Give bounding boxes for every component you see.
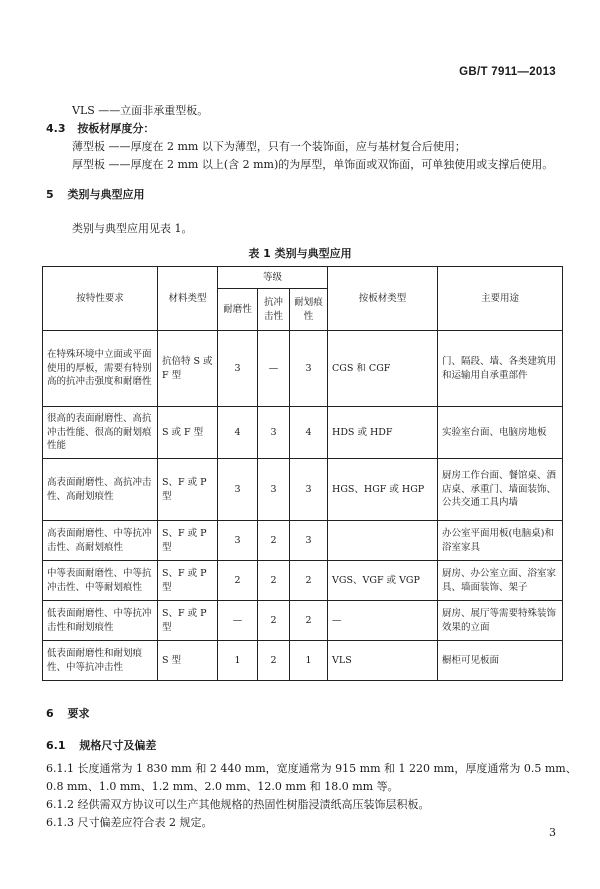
row-usage: 办公室平面用板(电脑桌)和浴室家具 bbox=[438, 521, 563, 561]
row-requirement: 低表面耐磨性和耐划痕性、中等抗冲击性 bbox=[43, 641, 158, 681]
row-material: S、F 或 P 型 bbox=[158, 459, 218, 521]
row-usage: 实验室台面、电脑房地板 bbox=[438, 407, 563, 459]
row-board-type: VLS bbox=[328, 641, 438, 681]
row-scratch-grade: 3 bbox=[290, 459, 328, 521]
header-impact: 抗冲击性 bbox=[258, 289, 290, 331]
row-impact-grade: 3 bbox=[258, 459, 290, 521]
clause-6-1-1-line-2: 0.8 mm、1.0 mm、1.2 mm、2.0 mm、12.0 mm 和 18.0 mm 等。 bbox=[46, 780, 399, 793]
table-caption: 表 1 类别与典型应用 bbox=[248, 247, 352, 260]
row-board-type: CGS 和 CGF bbox=[328, 331, 438, 407]
section-5-text: 类别与典型应用见表 1。 bbox=[72, 222, 193, 235]
row-requirement: 低表面耐磨性、中等抗冲击性和耐划痕性 bbox=[43, 601, 158, 641]
header-board-type: 按板材类型 bbox=[328, 267, 438, 331]
row-usage: 厨房、办公室立面、浴室家具、墙面装饰、架子 bbox=[438, 561, 563, 601]
section-6-1-heading bbox=[46, 737, 156, 753]
table-row bbox=[43, 641, 563, 681]
table-row bbox=[43, 331, 563, 407]
section-title: 类别与典型应用 bbox=[67, 188, 145, 201]
row-impact-grade: 2 bbox=[258, 641, 290, 681]
row-scratch-grade: 1 bbox=[290, 641, 328, 681]
row-material: S 型 bbox=[158, 641, 218, 681]
row-board-type: VGS、VGF 或 VGP bbox=[328, 561, 438, 601]
table-body bbox=[43, 331, 563, 681]
standard-code: GB/T 7911—2013 bbox=[459, 66, 556, 78]
header-wear: 耐磨性 bbox=[218, 289, 258, 331]
section-number: 4.3 bbox=[46, 122, 66, 135]
row-impact-grade: 3 bbox=[258, 407, 290, 459]
row-scratch-grade: 4 bbox=[290, 407, 328, 459]
row-scratch-grade: 3 bbox=[290, 331, 328, 407]
section-title: 要求 bbox=[67, 707, 90, 720]
table-row bbox=[43, 407, 563, 459]
row-wear-grade: 3 bbox=[218, 521, 258, 561]
section-6-heading bbox=[46, 705, 90, 721]
thin-board-definition: 薄型板 ——厚度在 2 mm 以下为薄型，只有一个装饰面，应与基材复合后使用； bbox=[72, 140, 466, 153]
row-material: S、F 或 P 型 bbox=[158, 561, 218, 601]
category-table bbox=[42, 266, 563, 681]
table-row bbox=[43, 561, 563, 601]
section-number: 6.1 bbox=[46, 739, 66, 752]
header-scratch: 耐划痕性 bbox=[290, 289, 328, 331]
row-scratch-grade: 3 bbox=[290, 521, 328, 561]
row-requirement: 很高的表面耐磨性、高抗冲击性能、很高的耐划痕性能 bbox=[43, 407, 158, 459]
row-material: 抗倍特 S 或 F 型 bbox=[158, 331, 218, 407]
header-requirement: 按特性要求 bbox=[43, 267, 158, 331]
section-5-heading bbox=[46, 186, 145, 202]
vls-definition: VLS ——立面非承重型板。 bbox=[72, 104, 209, 117]
row-wear-grade: 2 bbox=[218, 561, 258, 601]
row-board-type: HDS 或 HDF bbox=[328, 407, 438, 459]
row-impact-grade: — bbox=[258, 331, 290, 407]
row-wear-grade: 3 bbox=[218, 331, 258, 407]
row-board-type: HGS、HGF 或 HGP bbox=[328, 459, 438, 521]
page-number: 3 bbox=[549, 826, 556, 839]
row-requirement: 中等表面耐磨性、中等抗冲击性、中等耐划痕性 bbox=[43, 561, 158, 601]
row-wear-grade: — bbox=[218, 601, 258, 641]
section-title: 规格尺寸及偏差 bbox=[79, 739, 157, 752]
row-material: S 或 F 型 bbox=[158, 407, 218, 459]
section-4-3-heading bbox=[46, 120, 154, 136]
row-board-type: — bbox=[328, 601, 438, 641]
table-row bbox=[43, 521, 563, 561]
row-scratch-grade: 2 bbox=[290, 601, 328, 641]
row-requirement: 高表面耐磨性、中等抗冲击性、高耐划痕性 bbox=[43, 521, 158, 561]
row-material: S、F 或 P 型 bbox=[158, 601, 218, 641]
header-material: 材料类型 bbox=[158, 267, 218, 331]
header-usage: 主要用途 bbox=[438, 267, 563, 331]
row-wear-grade: 3 bbox=[218, 459, 258, 521]
row-material: S、F 或 P 型 bbox=[158, 521, 218, 561]
thick-board-definition: 厚型板 ——厚度在 2 mm 以上(含 2 mm)的为厚型，单饰面或双饰面，可单独使用或支撑后使用。 bbox=[72, 158, 554, 171]
row-board-type bbox=[328, 521, 438, 561]
row-requirement: 在特殊环境中立面或平面使用的厚板，需要有特别高的抗冲击强度和耐磨性 bbox=[43, 331, 158, 407]
row-impact-grade: 2 bbox=[258, 521, 290, 561]
clause-6-1-3: 6.1.3 尺寸偏差应符合表 2 规定。 bbox=[46, 816, 213, 829]
row-impact-grade: 2 bbox=[258, 561, 290, 601]
section-number: 6 bbox=[46, 707, 54, 720]
row-usage: 厨房工作台面、餐馆桌、酒店桌、承重门、墙面装饰、公共交通工具内墙 bbox=[438, 459, 563, 521]
row-impact-grade: 2 bbox=[258, 601, 290, 641]
section-title: 按板材厚度分： bbox=[77, 122, 155, 135]
header-grade: 等级 bbox=[218, 267, 328, 289]
row-usage: 门、隔段、墙、各类建筑用和运输用自承重部件 bbox=[438, 331, 563, 407]
section-number: 5 bbox=[46, 188, 54, 201]
row-wear-grade: 4 bbox=[218, 407, 258, 459]
row-usage: 厨房、展厅等需要特殊装饰效果的立面 bbox=[438, 601, 563, 641]
table-row bbox=[43, 459, 563, 521]
clause-6-1-1-line-1: 6.1.1 长度通常为 1 830 mm 和 2 440 mm，宽度通常为 915 mm 和 1 220 mm，厚度通常为 0.5 mm、 bbox=[46, 762, 577, 775]
row-scratch-grade: 2 bbox=[290, 561, 328, 601]
row-usage: 橱柜可见板面 bbox=[438, 641, 563, 681]
table-row bbox=[43, 601, 563, 641]
row-wear-grade: 1 bbox=[218, 641, 258, 681]
clause-6-1-2: 6.1.2 经供需双方协议可以生产其他规格的热固性树脂浸渍纸高压装饰层积板。 bbox=[46, 798, 430, 811]
row-requirement: 高表面耐磨性、高抗冲击性、高耐划痕性 bbox=[43, 459, 158, 521]
